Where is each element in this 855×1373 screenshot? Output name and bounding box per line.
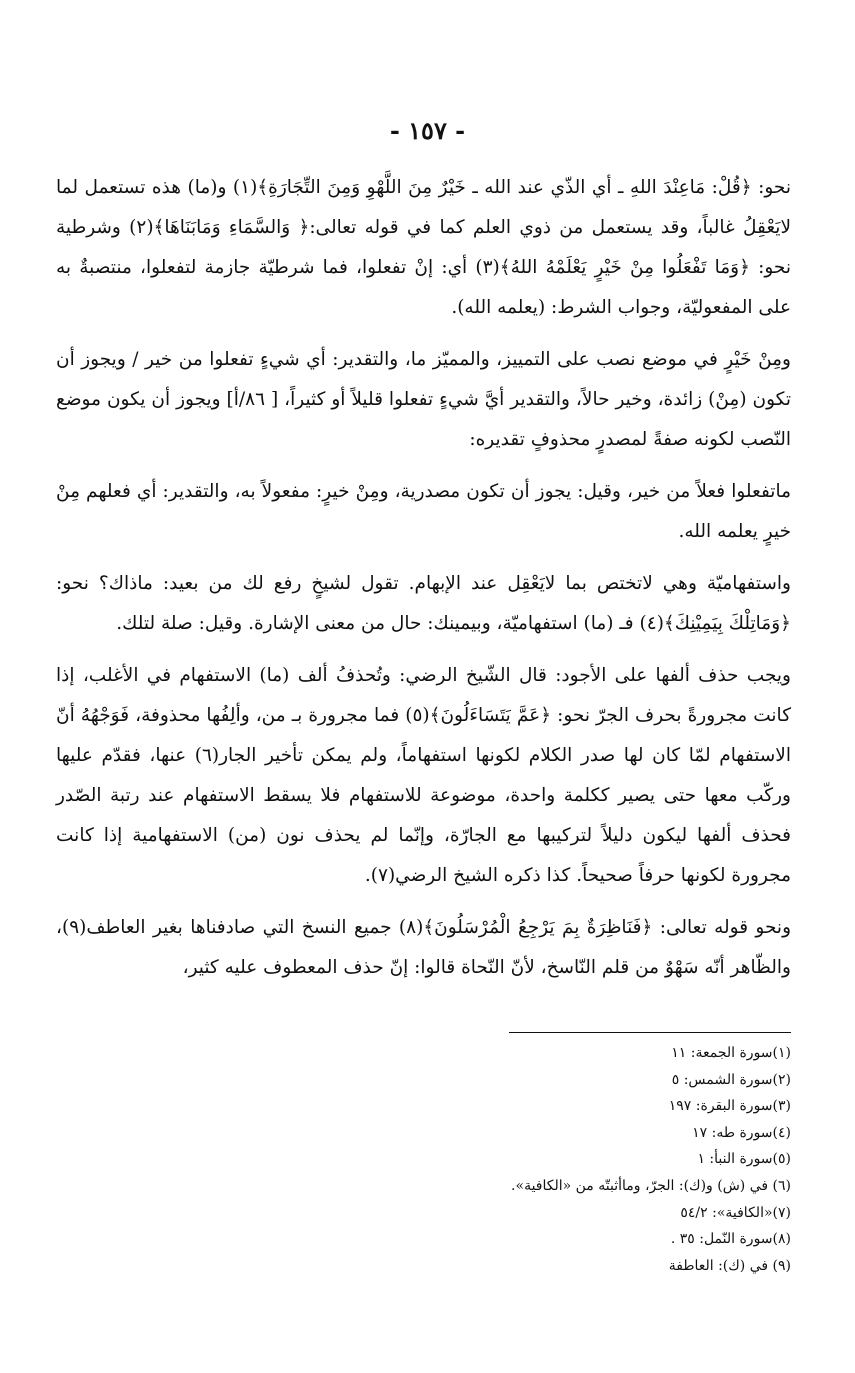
footnote-5: (٥)سورة النبأ: ١ [697, 1151, 791, 1168]
paragraph-2: ومِنْ خَيْرٍ في موضع نصب على التمييز، والمميّز ما، والتقدير: أي شيءٍ تفعلوا من خير / ويجوز أن تكون (مِنْ) زائدة، وخير حالاً، والتقدير أيَّ شيءٍ تفعلوا قليلاً أو كثيراً، [ ٨٦/أ] ويجوز أن يكون موضع النّصب لكونه صفةً لمصدرٍ محذوفٍ تقديره: [56, 349, 791, 450]
paragraph-4: واستفهاميّة وهي لاتختص بما لايَعْقِل عند الإبهام. تقول لشيخٍ رفع لك من بعيد: ماذاك؟ نحو: ﴿وَمَاتِلْكَ بِيَمِيْنِكَ﴾(٤) فـ (ما) استفهاميّة، وبيمينك: حال من معنى الإشارة. وقيل: صلة لتلك. [56, 573, 791, 634]
footnote-1: (١)سورة الجمعة: ١١ [671, 1045, 791, 1061]
paragraph-6: ونحو قوله تعالى: ﴿فَنَاظِرَةٌ بِمَ يَرْجِعُ الْمُرْسَلُونَ﴾(٨) جميع النسخ التي صادفناها بغير العاطف(٩)، والظّاهر أنّه سَهْوٌ من قلم النّاسخ، لأنّ النّحاة قالوا: إنّ حذف المعطوف عليه كثير، [56, 917, 792, 978]
body-text [56, 168, 791, 1000]
footnote-7: (٧)«الكافية»: ٥٤/٢ [680, 1204, 791, 1221]
footnotes-list [371, 1040, 791, 1279]
footnote-3: (٣)سورة البقرة: ١٩٧ [668, 1098, 791, 1115]
footnote-8: (٨)سورة النّمل: ٣٥ . [670, 1231, 791, 1248]
paragraph-3: ماتفعلوا فعلاً من خير، وقيل: يجوز أن تكون مصدرية، ومِنْ خيرٍ: مفعولاً به، والتقدير: أي فعلهم مِنْ خيرٍ يعلمه الله. [56, 481, 791, 542]
footnote-divider [509, 1032, 791, 1033]
paragraph-5: ويجب حذف ألفها على الأجود: قال الشّيخ الرضي: وتُحذفُ ألف (ما) الاستفهام في الأغلب، إذا كانت مجرورةً بحرف الجرّ نحو: ﴿عَمَّ يَتَسَاءَلُونَ﴾(٥) فما مجرورة بـ من، وألِفُها محذوفة، فَوَجْهُهُ أنّ الاستفهام لمّا كان لها صدر الكلام لكونها استفهاماً، ولم يمكن تأخير الجار(٦) عنها، فقدّم عليها وركّب معها حتى يصير ككلمة واحدة، موضوعة للاستفهام فلا يسقط الاستفهام عند رتبة الصّدر فحذف ألفها ليكون دليلاً لتركيبها مع الجارّة، وإنّما لم يحذف نون (من) الاستفهامية إذا كانت مجرورة لكونها حرفاً صحيحاً. كذا ذكره الشيخ الرضي(٧). [56, 665, 792, 886]
footnote-6: (٦) في (ش) و(ك): الجرّ، وماأثبتّه من «الكافية». [511, 1177, 791, 1194]
page-number: - ١٥٧ - [389, 116, 466, 145]
footnote-2: (٢)سورة الشمس: ٥ [671, 1071, 791, 1088]
footnote-9: (٩) في (ك): العاطفة [668, 1257, 791, 1274]
paragraph-1: نحو: ﴿قُلْ: مَاعِنْدَ اللهِ ـ أي الذّي عند الله ـ خَيْرٌ مِنَ اللَّهْوِ وَمِنَ التِّجَارَةِ﴾(١) و(ما) هذه تستعمل لما لايَعْقِلُ غالباً، وقد يستعمل من ذوي العلم كما في قوله تعالى:﴿ وَالسَّمَاءِ وَمَابَنَاهَا﴾(٢) وشرطية نحو: ﴿وَمَا تَفْعَلُوا مِنْ خَيْرٍ يَعْلَمْهُ اللهُ﴾(٣) أي: إنْ تفعلوا، فما شرطيّة جازمة لتفعلوا، منتصبةٌ به على المفعوليّة، وجواب الشرط: (يعلمه الله). [56, 177, 791, 318]
footnote-4: (٤)سورة طه: ١٧ [692, 1124, 791, 1141]
